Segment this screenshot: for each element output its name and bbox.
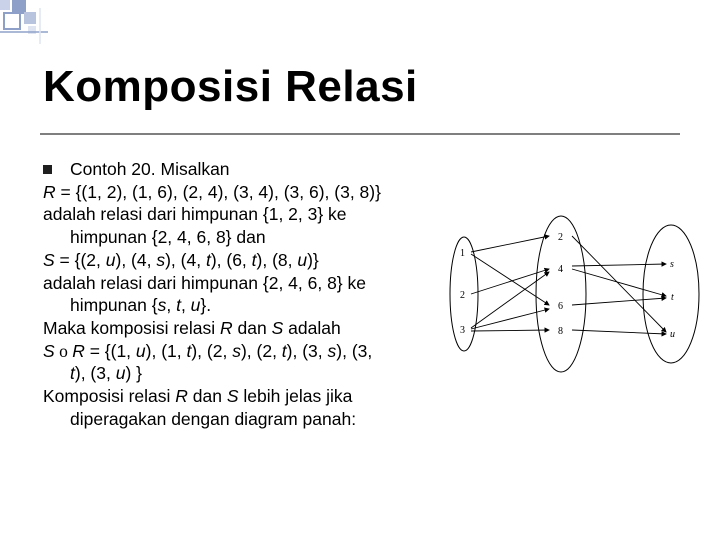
- arrow-8-u: [572, 330, 666, 334]
- node-a-2: 2: [460, 290, 465, 301]
- node-b-2: 2: [558, 232, 563, 243]
- slide-body: [43, 158, 443, 430]
- node-a-1: 1: [460, 248, 465, 259]
- node-c-u: u: [670, 329, 675, 340]
- relation-s-line: S = {(2, u), (4, s), (4, t), (6, t), (8, u)}: [43, 249, 319, 270]
- relation-r-description: adalah relasi dari himpunan {1, 2, 3} ke himpunan {2, 4, 6, 8} dan: [43, 204, 347, 248]
- relation-s-description: adalah relasi dari himpunan {2, 4, 6, 8} ke himpunan {s, t, u}.: [43, 272, 366, 316]
- arrow-1-6: [471, 254, 549, 305]
- composition-note: Komposisi relasi R dan S lebih jelas jika diperagakan dengan diagram panah:: [43, 386, 357, 429]
- corner-decoration: [0, 0, 120, 60]
- node-b-6: 6: [558, 301, 563, 312]
- composition-intro: Maka komposisi relasi R dan S adalah: [43, 317, 341, 338]
- square-bullet-icon: [43, 165, 52, 174]
- arrow-2-4: [471, 269, 549, 294]
- slide-title: Komposisi Relasi: [43, 62, 418, 111]
- title-divider: [40, 133, 680, 135]
- node-b-4: 4: [558, 264, 563, 275]
- example-heading: Contoh 20. Misalkan: [43, 158, 443, 181]
- composition-result: S o R = {(1, u), (1, t), (2, s), (2, t), (3, s), (3, t), (3, u) }: [43, 340, 373, 384]
- arrow-4-s: [572, 264, 666, 266]
- node-a-3: 3: [460, 325, 465, 336]
- node-b-8: 8: [558, 326, 563, 337]
- node-c-t: t: [671, 292, 674, 303]
- arrow-diagram: [448, 214, 708, 374]
- arrow-3-8: [471, 330, 549, 331]
- relation-r-line: R = {(1, 2), (1, 6), (2, 4), (3, 4), (3, 6), (3, 8)}: [43, 181, 381, 202]
- node-c-s: s: [670, 259, 674, 270]
- arrow-1-2: [471, 236, 549, 252]
